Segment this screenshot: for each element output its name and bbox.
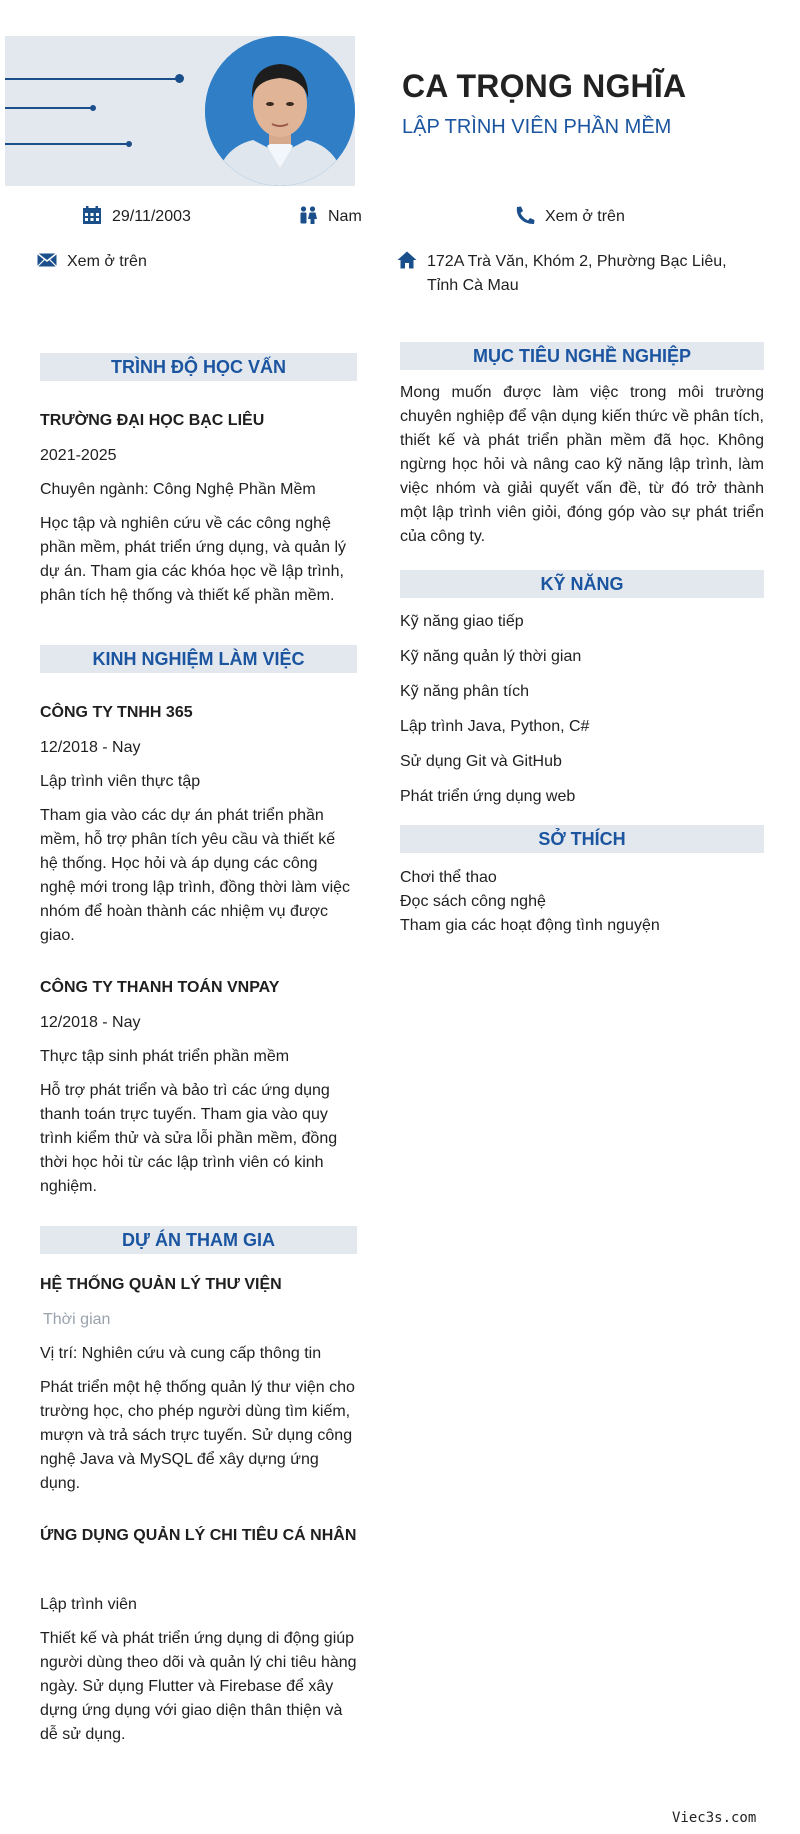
project-role: Lập trình viên (40, 1596, 137, 1613)
skills-list (400, 610, 764, 809)
project-description: Phát triển một hệ thống quản lý thư viện cho trường học, cho phép người dùng tìm kiếm, mượn và trả sách trực tuyến. Sử dụng công nghệ Java và MySQL để xây dựng ứng dụng. (40, 1379, 355, 1492)
education-period: 2021-2025 (40, 447, 117, 464)
project-description: Thiết kế và phát triển ứng dụng di động giúp người dùng theo dõi và quản lý chi tiêu hàng ngày. Sử dụng Flutter và Firebase để xây dựng ứng dụng với giao diện thân thiện và dễ sử dụng. (40, 1630, 357, 1743)
right-column (400, 342, 764, 938)
calendar-icon (81, 205, 103, 225)
project-item (40, 1276, 357, 1496)
hobby-item: Chơi thể thao (400, 869, 497, 886)
hobby-item: Tham gia các hoạt động tình nguyện (400, 917, 660, 934)
decorative-dot (175, 74, 184, 83)
project-name: HỆ THỐNG QUẢN LÝ THƯ VIỆN (40, 1276, 282, 1293)
experience-period: 12/2018 - Nay (40, 1014, 141, 1031)
education-heading: TRÌNH ĐỘ HỌC VẤN (40, 353, 357, 381)
experience-item (40, 979, 357, 1199)
decorative-line (5, 143, 130, 145)
skill-item: Phát triển ứng dụng web (400, 788, 576, 805)
experience-period: 12/2018 - Nay (40, 739, 141, 756)
education-school: TRƯỜNG ĐẠI HỌC BẠC LIÊU (40, 412, 265, 429)
phone-value: Xem ở trên (545, 208, 625, 225)
dob-value: 29/11/2003 (112, 208, 191, 225)
mail-icon (36, 250, 58, 270)
experience-company: CÔNG TY TNHH 365 (40, 704, 193, 721)
job-title: LẬP TRÌNH VIÊN PHẦN MỀM (402, 116, 672, 138)
hobbies-list (400, 866, 764, 938)
contact-address (396, 250, 736, 298)
address-value: 172A Trà Văn, Khóm 2, Phường Bạc Liêu, Tỉnh Cà Mau (427, 253, 727, 294)
objective-heading: MỤC TIÊU NGHỀ NGHIỆP (400, 342, 764, 370)
decorative-line (5, 107, 93, 109)
project-item (40, 1527, 357, 1747)
email-value: Xem ở trên (67, 253, 147, 270)
project-name: ỨNG DỤNG QUẢN LÝ CHI TIÊU CÁ NHÂN (40, 1527, 357, 1544)
skill-item: Kỹ năng phân tích (400, 683, 529, 700)
avatar (205, 36, 355, 186)
candidate-name: CA TRỌNG NGHĨA (402, 68, 687, 104)
hobbies-heading: SỞ THÍCH (400, 825, 764, 853)
decorative-dot (126, 141, 132, 147)
phone-icon (514, 205, 536, 225)
skills-heading: KỸ NĂNG (400, 570, 764, 598)
education-major: Chuyên ngành: Công Nghệ Phần Mềm (40, 481, 316, 498)
projects-heading: DỰ ÁN THAM GIA (40, 1226, 357, 1254)
project-role: Vị trí: Nghiên cứu và cung cấp thông tin (40, 1345, 322, 1362)
experience-role: Thực tập sinh phát triển phần mềm (40, 1048, 290, 1065)
home-icon (396, 250, 418, 270)
contact-email (36, 250, 147, 274)
skill-item: Kỹ năng quản lý thời gian (400, 648, 582, 665)
experience-company: CÔNG TY THANH TOÁN VNPAY (40, 979, 280, 996)
gender-icon (297, 205, 319, 225)
experience-heading: KINH NGHIỆM LÀM VIỆC (40, 645, 357, 673)
gender-value: Nam (328, 208, 362, 225)
education-description: Học tập và nghiên cứu về các công nghệ phần mềm, phát triển ứng dụng, và quản lý dự án. Tham gia các khóa học về lập trình, phân tích hệ thống và thiết kế phần mềm. (40, 515, 347, 604)
experience-item (40, 704, 357, 948)
decorative-line (5, 78, 180, 80)
watermark: Viec3s.com (672, 1810, 757, 1826)
project-period-placeholder: Thời gian (43, 1311, 111, 1328)
contact-phone (514, 205, 625, 229)
skill-item: Kỹ năng giao tiếp (400, 613, 524, 630)
skill-item: Sử dụng Git và GitHub (400, 753, 562, 770)
experience-role: Lập trình viên thực tập (40, 773, 201, 790)
skill-item: Lập trình Java, Python, C# (400, 718, 590, 735)
objective-text: Mong muốn được làm việc trong môi trường chuyên nghiệp để vận dụng kiến thức về phân tích, thiết kế và phát triển phần mềm đã học. Không ngừng học hỏi và nâng cao kỹ năng lập trình, làm việc nhóm và giải quyết vấn đề, từ đó trở thành một lập trình viên giỏi, đóng góp vào sự phát triển của công ty. (400, 384, 764, 545)
experience-description: Tham gia vào các dự án phát triển phần mềm, hỗ trợ phân tích yêu cầu và thiết kế hệ thống. Học hỏi và áp dụng các công nghệ mới trong lập trình, đồng thời làm việc nhóm để hoàn thành các nhiệm vụ được giao. (40, 807, 351, 944)
decorative-dot (90, 105, 96, 111)
contact-gender (297, 205, 362, 229)
contact-dob (81, 205, 191, 229)
hobby-item: Đọc sách công nghệ (400, 893, 546, 910)
left-column (40, 353, 357, 1747)
experience-description: Hỗ trợ phát triển và bảo trì các ứng dụng thanh toán trực tuyến. Tham gia vào quy trình kiểm thử và sửa lỗi phần mềm, đồng thời học hỏi từ các lập trình viên có kinh nghiệm. (40, 1082, 338, 1195)
